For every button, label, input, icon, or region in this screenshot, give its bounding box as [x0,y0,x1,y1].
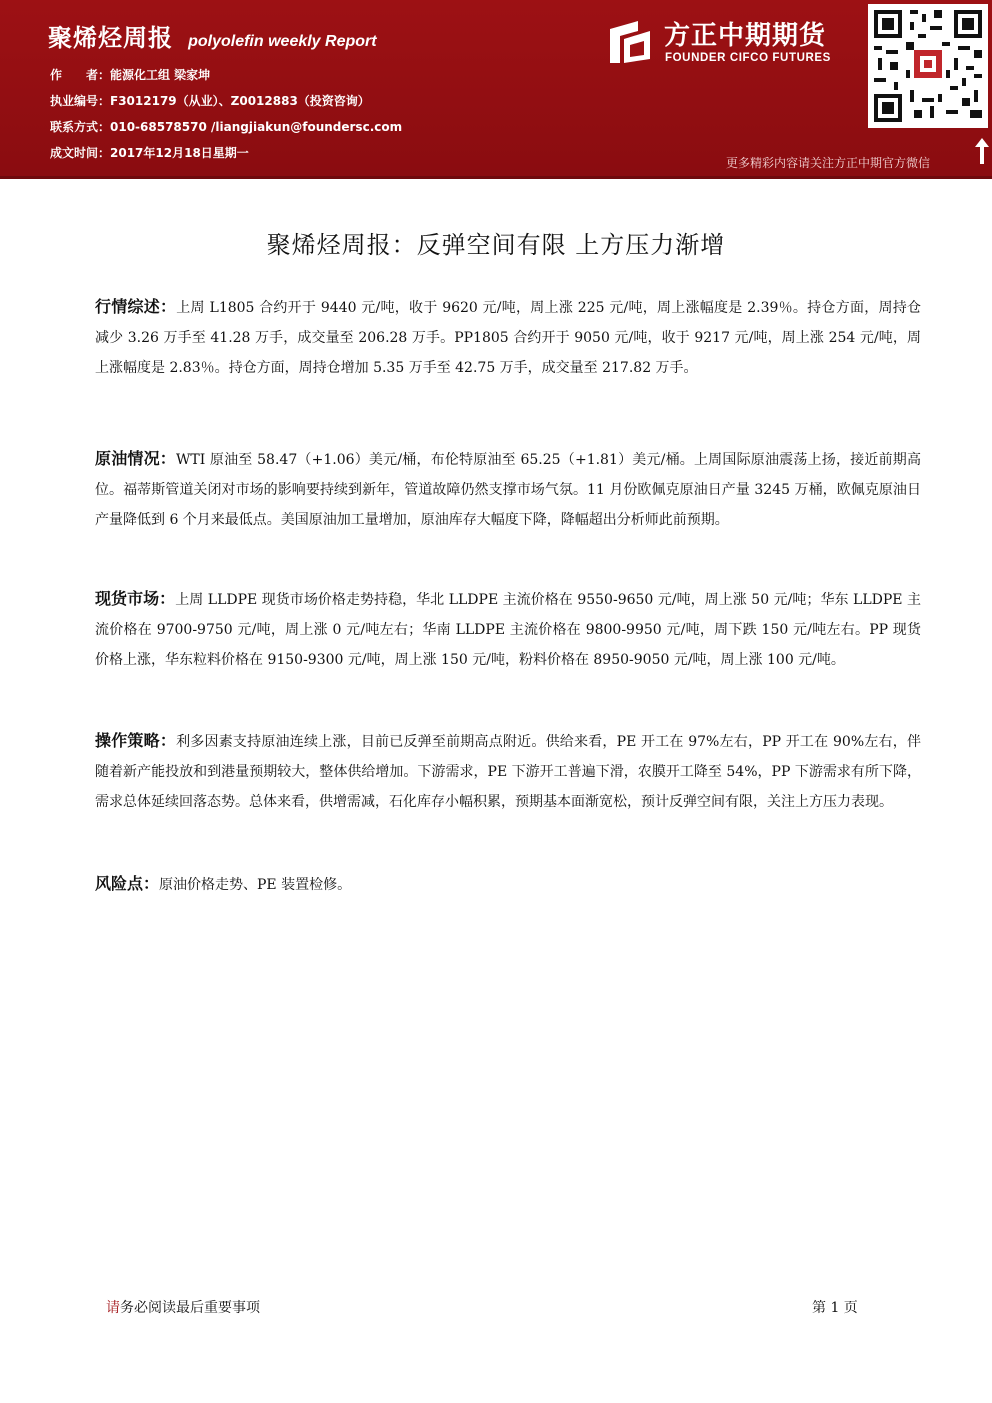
document-title: 聚烯烃周报：反弹空间有限 上方压力渐增 [266,231,726,259]
report-title-block [48,18,377,53]
section-text: 上周 L1805 合约开于 9440 元/吨，收于 9620 元/吨，周上涨 225 元/吨，周上涨幅度是 2.39％。持仓方面，周持仓减少 3.26 万手至 41.28 万手，成交量至 206.28 万手。PP1805 合约开于 9050 元/吨，收于 9217 元/吨，周上涨 254 元/吨，周上涨幅度是 2.83％。持仓方面，周持仓增加 5.35 万手至 42.75 万手，成交量至 217.82 万手。 [95,300,921,376]
page-number: 第 1 页 [812,1300,858,1316]
section-risk [95,869,921,900]
section-label: 风险点： [95,874,160,893]
section-spot-market [95,584,921,675]
author-meta [50,68,402,172]
section-label: 行情综述： [95,297,177,316]
section-crude-oil [95,444,921,535]
footer-notice [106,1297,260,1317]
company-logo [608,15,863,71]
wechat-follow-note: 更多精彩内容请关注方正中期官方微信 [726,156,931,170]
report-title-en: polyolefin weekly Report [188,33,377,50]
section-label: 原油情况： [95,449,176,468]
section-strategy [95,726,921,817]
meta-license: 执业编号：F3012179（从业）、Z0012883（投资咨询） [50,94,370,108]
report-title-cn: 聚烯烃周报 [48,24,173,52]
section-market-overview [95,292,921,383]
section-text: WTI 原油至 58.47（+1.06）美元/桶，布伦特原油至 65.25（+1.81）美元/桶。上周国际原油震荡上扬，接近前期高位。福蒂斯管道关闭对市场的影响要持续到新年，管道故障仍然支撑市场气氛。11 月份欧佩克原油日产量 3245 万桶，欧佩克原油日产量降低到 6 个月来最低点。美国原油加工量增加，原油库存大幅度下降，降幅超出分析师此前预期。 [95,452,921,528]
footer-notice-rest: 务必阅读最后重要事项 [120,1300,260,1316]
section-text: 上周 LLDPE 现货市场价格走势持稳，华北 LLDPE 主流价格在 9550-9650 元/吨，周上涨 50 元/吨；华东 LLDPE 主流价格在 9700-9750 元/吨，周上涨 0 元/吨左右；华南 LLDPE 主流价格在 9800-9950 元/吨，周下跌 150 元/吨左右。PP 现货价格上涨，华东粒料价格在 9150-9300 元/吨，周上涨 150 元/吨，粉料价格在 8950-9050 元/吨，周上涨 100 元/吨。 [95,592,921,668]
section-label: 现货市场： [95,589,176,608]
logo-text-cn: 方正中期期货 [664,21,827,51]
up-arrow-icon [975,138,989,164]
meta-date: 成文时间：2017年12月18日星期一 [50,146,249,160]
header-divider [0,176,992,179]
logo-text-en: FOUNDER CIFCO FUTURES [665,52,831,64]
footer-notice-first: 请 [106,1300,120,1316]
meta-contact: 联系方式：010-68578570 /liangjiakun@foundersc.com [50,120,403,134]
wechat-qr [868,4,988,128]
section-label: 操作策略： [95,731,177,750]
meta-author: 作 者：能源化工组 梁家坤 [50,68,211,82]
section-text: 原油价格走势、PE 装置检修。 [159,877,352,893]
report-header [0,0,992,176]
founder-logo-icon [608,19,654,65]
qr-code-icon [874,10,982,122]
section-text: 利多因素支持原油连续上涨，目前已反弹至前期高点附近。供给来看，PE 开工在 97%左右，PP 开工在 90%左右，伴随着新产能投放和到港量预期较大，整体供给增加。下游需求，PE 下游开工普遍下滑，农膜开工降至 54%，PP 下游需求有所下降，需求总体延续回落态势。总体来看，供增需减，石化库存小幅积累，预期基本面渐宽松，预计反弹空间有限，关注上方压力表现。 [95,734,921,810]
